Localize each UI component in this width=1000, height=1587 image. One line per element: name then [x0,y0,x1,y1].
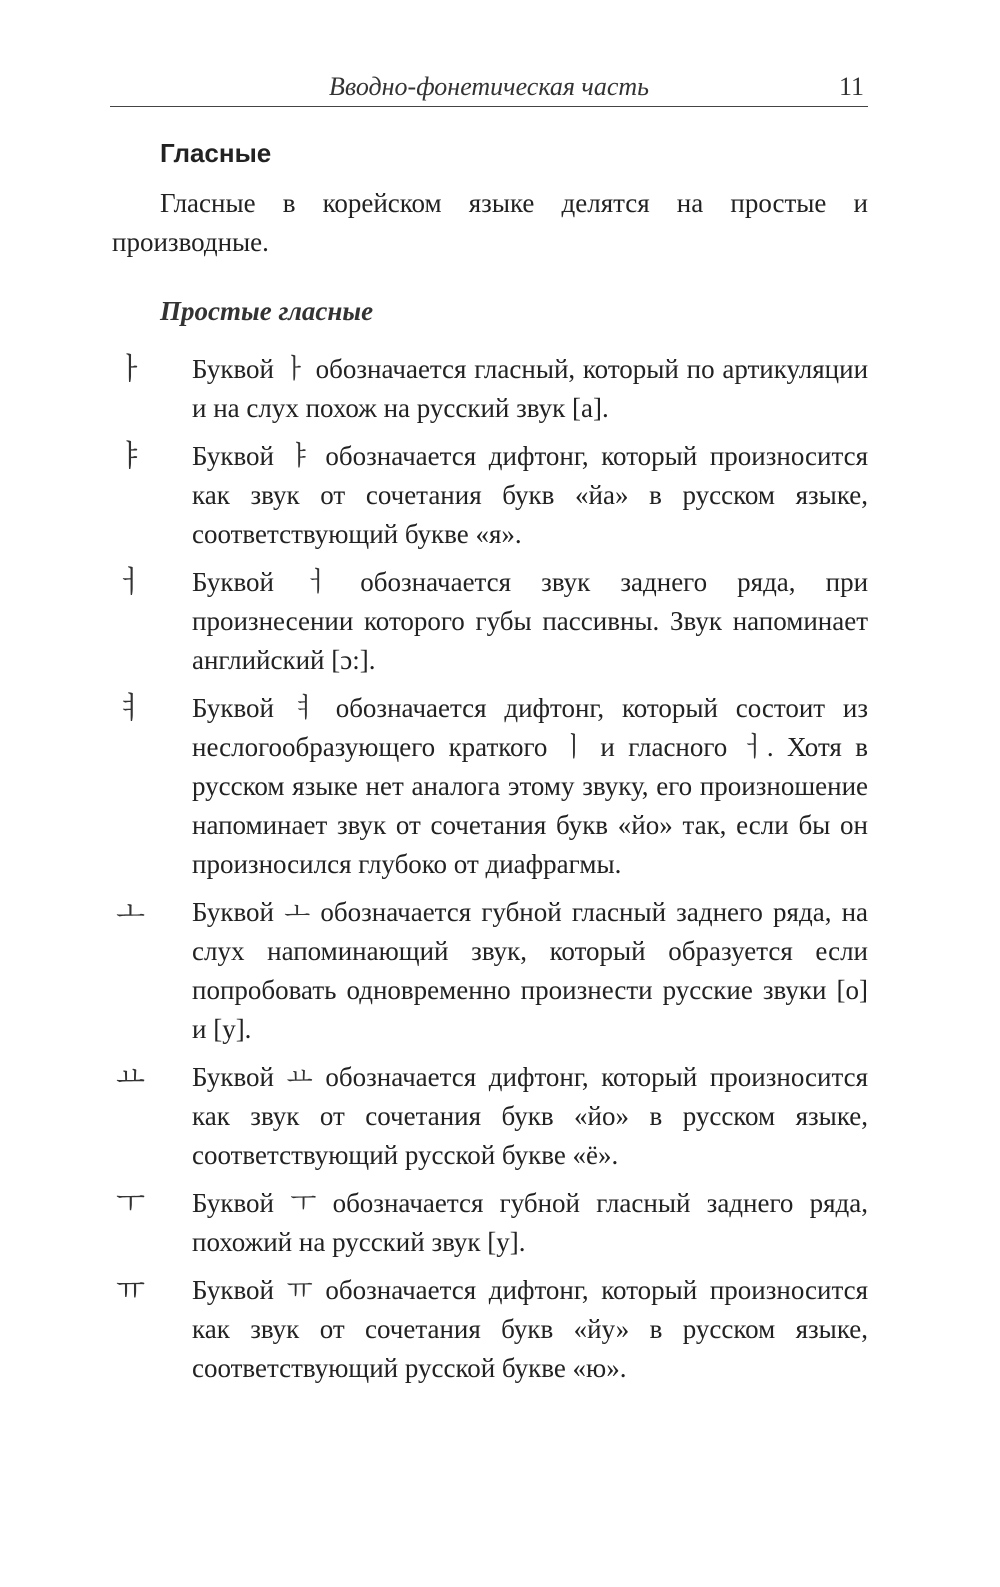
entry-text: обозначается губной гласный заднего ряда, на слух напоминающий звук, который образуется если попробовать одновременно произнести русские звуки [о] и [у]. [192,897,869,1044]
running-header [110,72,868,107]
vowel-symbol: ㅜ [116,1186,145,1221]
inline-vowel-symbol: ㅛ [286,1062,313,1093]
vowel-description [192,563,868,680]
inline-vowel-symbol: ㅑ [286,441,313,472]
vowel-symbol: ㅗ [116,895,145,930]
running-title: Вводно-фонетическая часть [329,72,649,101]
entry-lead: Буквой [192,1062,274,1092]
vowel-symbol: ㅠ [116,1273,145,1308]
vowel-entry-yo [112,1058,868,1175]
entry-text-c: . Хотя в русском языке нет аналога этому звуку, его произношение напоминает звук от сочетания букв «йо» так, если бы он произносился глубоко от диафрагмы. [192,732,868,879]
vowel-description [192,1058,868,1175]
vowel-description [192,1271,868,1388]
vowel-description [192,437,868,554]
vowel-entry-o [112,893,868,1049]
inline-vowel-symbol-eo: ㅓ [740,732,767,763]
entry-lead: Буквой [192,693,274,723]
inline-vowel-symbol: ㅜ [290,1188,317,1219]
entry-text: обозначается дифтонг, который произносится как звук от сочетания букв «йо» в русском языке, соответствующий русской букве «ё». [192,1062,869,1170]
vowel-description [192,893,868,1049]
vowel-entry-u [112,1184,868,1262]
inline-vowel-symbol: ㅏ [281,354,308,385]
entry-text: обозначается дифтонг, который произносится как звук от сочетания букв «йу» в русском языке, соответствующий русской букве «ю». [192,1275,869,1383]
entry-text-a: обозначается дифтонг, который состоит из неслогообразующего краткого [192,693,868,762]
entry-lead: Буквой [192,354,274,384]
entry-text-b: и гласного [600,732,728,762]
inline-vowel-symbol: ㅕ [291,693,318,724]
vowel-description [192,1184,868,1262]
vowel-entry-eo [112,563,868,680]
section-title: Гласные [160,138,272,168]
entry-text: обозначается губной гласный заднего ряда, похожий на русский звук [у]. [192,1188,869,1257]
entry-text: обозначается звук заднего ряда, при произнесении которого губы пассивны. Звук напоминает английский [ɔ:]. [192,567,869,675]
entry-lead: Буквой [192,441,274,471]
vowel-symbol: ㅕ [116,691,145,726]
vowel-entries [112,350,868,1397]
entry-text: обозначается дифтонг, который произносится как звук от сочетания букв «йа» в русском языке, соответствующий букве «я». [192,441,869,549]
vowel-symbol: ㅑ [116,439,145,474]
intro-paragraph: Гласные в корейском языке делятся на простые и производные. [112,188,868,257]
inline-vowel-symbol: ㅓ [304,567,331,598]
entry-lead: Буквой [192,1275,274,1305]
entry-lead: Буквой [192,567,274,597]
entry-lead: Буквой [192,897,274,927]
vowel-entry-ya [112,437,868,554]
inline-vowel-symbol: ㅗ [284,897,311,928]
vowel-description [192,689,868,884]
vowel-description [192,350,868,428]
vowel-entry-a [112,350,868,428]
inline-vowel-symbol: ㅠ [286,1275,313,1306]
page-number: 11 [838,72,864,101]
vowel-symbol: ㅛ [116,1060,145,1095]
inline-vowel-symbol-i: ㅣ [560,732,587,763]
vowel-symbol: ㅏ [116,352,145,387]
subsection-title: Простые гласные [160,296,374,326]
entry-lead: Буквой [192,1188,274,1218]
vowel-entry-yeo [112,689,868,884]
vowel-entry-yu [112,1271,868,1388]
entry-text: обозначается гласный, который по артикуляции и на слух похож на русский звук [а]. [192,354,869,423]
vowel-symbol: ㅓ [116,565,145,600]
